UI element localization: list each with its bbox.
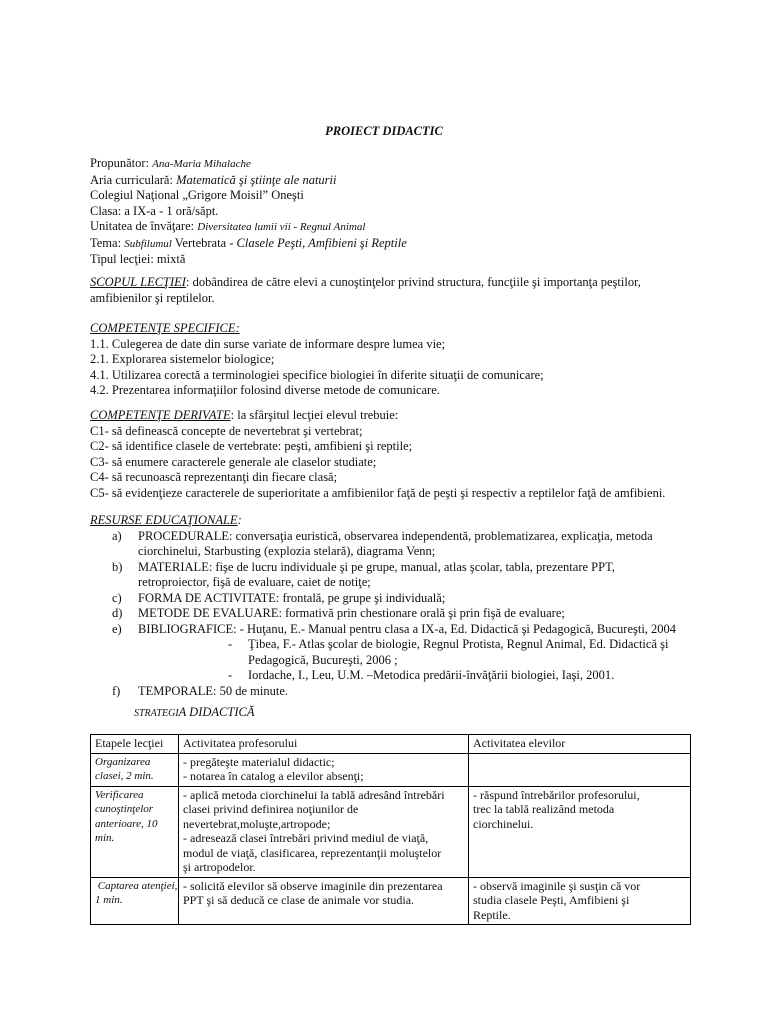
unitatea-line: Unitatea de învăţare: Diversitatea lumii vii - Regnul Animal [90,219,366,233]
colegiu-line: Colegiul Naţional „Grigore Moisil” Oneşti [90,188,304,202]
aria-line: Aria curriculară: Matematică şi ştiinţe ale naturii [90,172,337,187]
competente-specifice-section [90,321,690,399]
table-cell: - observă imaginile şi susţin că vor studia clasele Peşti, Amfibieni şi Reptile. [469,877,691,925]
bibliography-item: - Ţibea, F.- Atlas şcolar de biologie, Regnul Protista, Regnul Animal, Ed. Didactică şi Pedagogică, Bucureşti, 2006 ; [228,637,669,667]
list-item: f) TEMPORALE: 50 de minute. [112,683,288,698]
header-info [90,156,690,268]
list-item: a) PROCEDURALE: conversaţia euristică, observarea independentă, problematizarea, explicaţia, metoda ciorchinelui, Starbusting (explozia stelară), diagrama Venn; [112,528,653,558]
column-header: Activitatea elevilor [469,735,691,754]
clasa-line: Clasa: a IX-a - 1 oră/săpt. [90,203,219,218]
table-header-row [91,735,691,754]
table-cell: - pregăteşte materialul didactic; - notarea în catalog a elevilor absenţi; [179,753,469,786]
table-row [91,877,691,925]
list-item: e) BIBLIOGRAFICE: - Huţanu, E.- Manual pentru clasa a IX-a, Ed. Didactică şi Pedagogică, Bucureşti, 2004 [112,621,677,636]
table-cell: Organizarea clasei, 2 min. [91,753,179,786]
list-item: 1.1. Culegerea de date din surse variate de informare despre lumea vie; [90,336,446,351]
strategia-heading: STRATEGIA DIDACTICĂ [134,705,255,719]
table-row [91,786,691,877]
table-cell: - răspund întrebărilor profesorului, trec la tablă realizând metoda ciorchinelui. [469,786,691,877]
list-item: C2- să identifice clasele de vertebrate: peşti, amfibieni şi reptile; [90,439,413,453]
competente-derivate-section: COMPETENŢE DERIVATE: la sfârşitul lecţiei elevul trebuie: C1- să definească concepte de nevertebrat şi vertebrat; C2- să identifice clasele de vertebrate: peşti, amfibieni şi reptile; C3- să enumere caracterele generale ale claselor studiate; C4- să recunoască reprezentanţi din fiecare clasă; C5- să evidenţieze caracterele de superioritate a amfibienilor faţă de peşti şi respectiv a reptilelor faţă de amfibieni. [90,408,690,501]
table-row [91,753,691,786]
list-item: C1- să definească concepte de nevertebrat şi vertebrat; [90,423,363,438]
list-item: C5- să evidenţieze caracterele de superioritate a amfibienilor faţă de peşti şi respectiv a reptilelor faţă de amfibieni. [90,485,666,500]
list-item: C4- să recunoască reprezentanţi din fiecare clasă; [90,470,338,484]
scopul-heading: SCOPUL LECŢIEI [90,275,186,289]
table-cell [469,753,691,786]
column-header: Activitatea profesorului [179,735,469,754]
propunator-line: Propunător: Ana-Maria Mihalache [90,156,251,170]
resurse-section: RESURSE EDUCAŢIONALE: a) PROCEDURALE: conversaţia euristică, observarea independentă, problematizarea, explicaţia, metoda ciorchinelui, Starbusting (explozia stelară), diagrama Venn; b) MATERIALE: fişe de lucru individuale şi pe grupe, manual, atlas şcolar, tabla, prezentare PPT, retroproiector, fişă de evaluare, caiet de notiţe; c) FORMA DE ACTIVITATE: frontală, pe grupe şi individuală; d) METODE DE EVALUARE: formativă prin chestionare orală şi prin fişă de evaluare; e) BIBLIOGRAFICE: - Huţanu, E.- Manual pentru clasa a IX-a, Ed. Didactică şi Pedagogică, Bucureşti, 2004 - Ţibea, F.- Atlas şcolar de biologie, Regnul Protista, Regnul Animal, Ed. Didactică şi Pedagogică, Bucureşti, 2006 ; - Iordache, I., Leu, U.M. –Metodica predării-învăţării biologiei, Iaşi, 2001. f) TEMPORALE: 50 de minute. [90,513,690,699]
list-item: 4.2. Prezentarea informaţiilor folosind diverse metode de comunicare. [90,383,440,397]
competente-derivate-heading: COMPETENŢE DERIVATE [90,408,231,422]
tema-line: Tema: Subfilumul Vertebrata - Clasele Peşti, Amfibieni şi Reptile [90,235,407,250]
list-item: b) MATERIALE: fişe de lucru individuale şi pe grupe, manual, atlas şcolar, tabla, prezentare PPT, retroproiector, fişă de evaluare, caiet de notiţe; [112,559,615,589]
scopul-section: SCOPUL LECŢIEI: dobândirea de către elevi a cunoştinţelor privind structura, funcţiile şi importanţa peştilor, amfibienilor şi reptilelor. [90,275,641,305]
competente-specifice-heading: COMPETENŢE SPECIFICE: [90,321,240,335]
list-item: C3- să enumere caracterele generale ale claselor studiate; [90,454,377,469]
list-item: d) METODE DE EVALUARE: formativă prin chestionare orală şi prin fişă de evaluare; [112,606,565,620]
document-title: PROIECT DIDACTIC [325,124,443,138]
list-item: 4.1. Utilizarea corectă a terminologiei specifice biologiei în diferite situaţii de comunicare; [90,367,544,382]
table-cell: - solicită elevilor să observe imaginile din prezentarea PPT şi să deducă ce clase de animale vor studia. [179,877,469,925]
column-header: Etapele lecţiei [91,735,179,754]
list-item: 2.1. Explorarea sistemelor biologice; [90,352,275,366]
table-cell: Verificarea cunoştinţelor anterioare, 10 min. [91,786,179,877]
bibliography-item: - Iordache, I., Leu, U.M. –Metodica predării-învăţării biologiei, Iaşi, 2001. [228,668,615,682]
resurse-heading: RESURSE EDUCAŢIONALE [90,513,238,527]
list-item: c) FORMA DE ACTIVITATE: frontală, pe grupe şi individuală; [112,590,446,605]
lesson-table [90,734,691,925]
table-cell: - aplică metoda ciorchinelui la tablă adresând întrebări clasei privind definirea noţiunilor de nevertebrat,moluşte,artropode; - adresează clasei întrebări privind mediul de viaţă, modul de viaţă, clasificarea, reprezentanţii moluştelor şi artropodelor. [179,786,469,877]
table-cell: Captarea atenţiei, 1 min. [91,877,179,925]
tipul-line: Tipul lecţiei: mixtă [90,252,186,266]
